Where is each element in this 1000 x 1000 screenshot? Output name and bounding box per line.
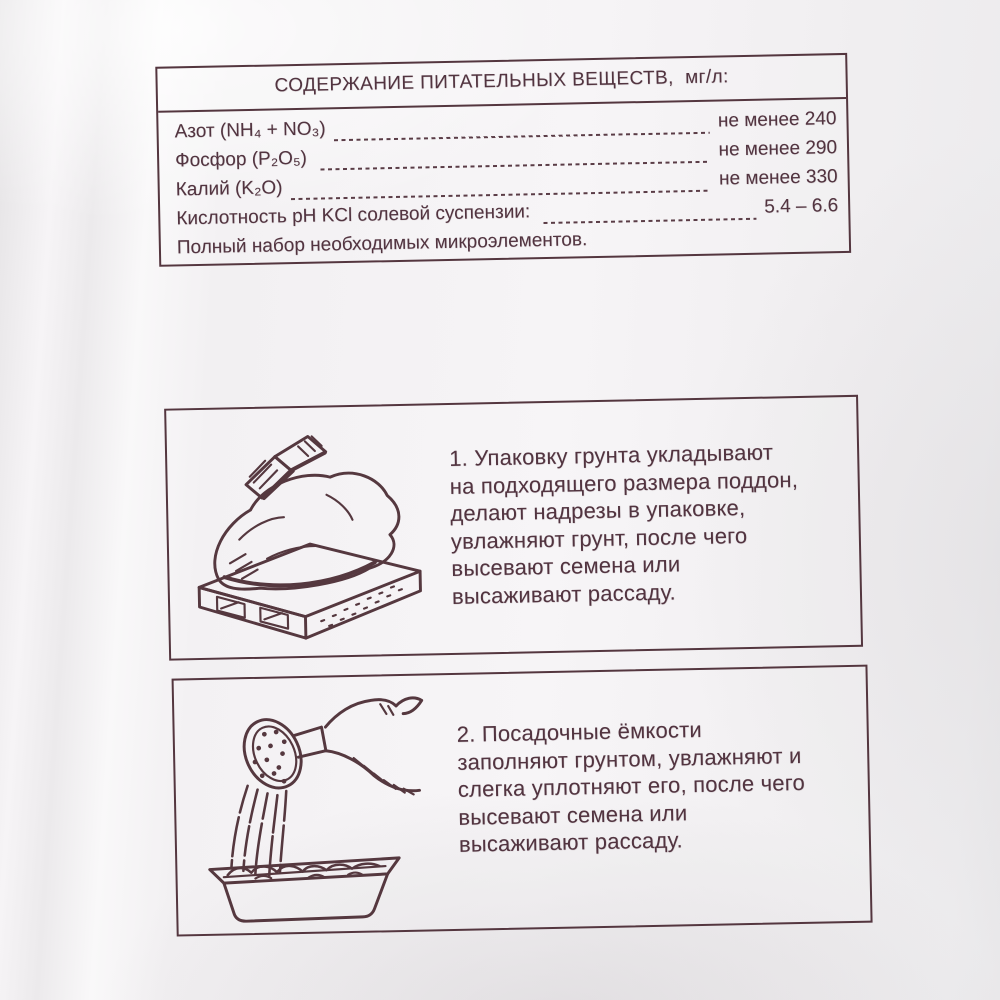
instruction-line: делают надрезы в упаковке, [450,495,746,526]
nutrient-value: не менее 290 [718,137,838,161]
instruction-box-2 [172,665,873,937]
instruction-line: увлажняют грунт, после чего [450,522,748,554]
package-label [109,20,890,975]
nutrient-label: Азот (NH₄ + NO₃) [174,118,326,143]
nutrient-value: не менее 330 [718,166,838,190]
table-title: СОДЕРЖАНИЕ ПИТАТЕЛЬНЫХ ВЕЩЕСТВ, мг/л: [157,55,846,113]
nutrient-value: 5.4 – 6.6 [764,195,839,218]
instruction-line: на подходящего размера поддон, [449,466,799,499]
nutrient-value: не менее 240 [717,108,837,132]
instruction-line: высевают семена или [451,551,681,581]
instruction-line: слегка уплотняют его, после чего [457,769,806,802]
instruction-line: заполняют грунтом, увлажняют и [457,742,802,775]
nutrient-label: Кислотность pH KCl солевой суспензии: [176,201,536,230]
nutrient-label: Полный набор необходимых микроэлементов. [176,229,588,259]
utility-knife-soil-bag-on-pallet-icon [166,405,453,659]
instruction-line: 2. Посадочные ёмкости [456,716,703,747]
instruction-line: высаживают рассаду. [451,578,677,609]
instruction-line: 1. Упаковку грунта укладывают [448,439,774,471]
dotted-leader [544,217,757,224]
instruction-line: высевают семена или [458,799,688,830]
dotted-leader [334,131,710,141]
watering-rose-over-seed-tray-icon [174,675,461,935]
instruction-line: высаживают рассаду. [458,827,684,857]
instruction-text-1 [448,398,801,653]
nutrient-label: Фосфор (P₂O₅) [174,147,313,172]
table-rows [158,99,849,267]
nutrient-label: Калий (K₂O) [175,177,283,201]
instruction-box-1 [164,395,863,661]
nutrient-content-table [155,53,851,267]
instruction-text-2 [456,668,808,929]
